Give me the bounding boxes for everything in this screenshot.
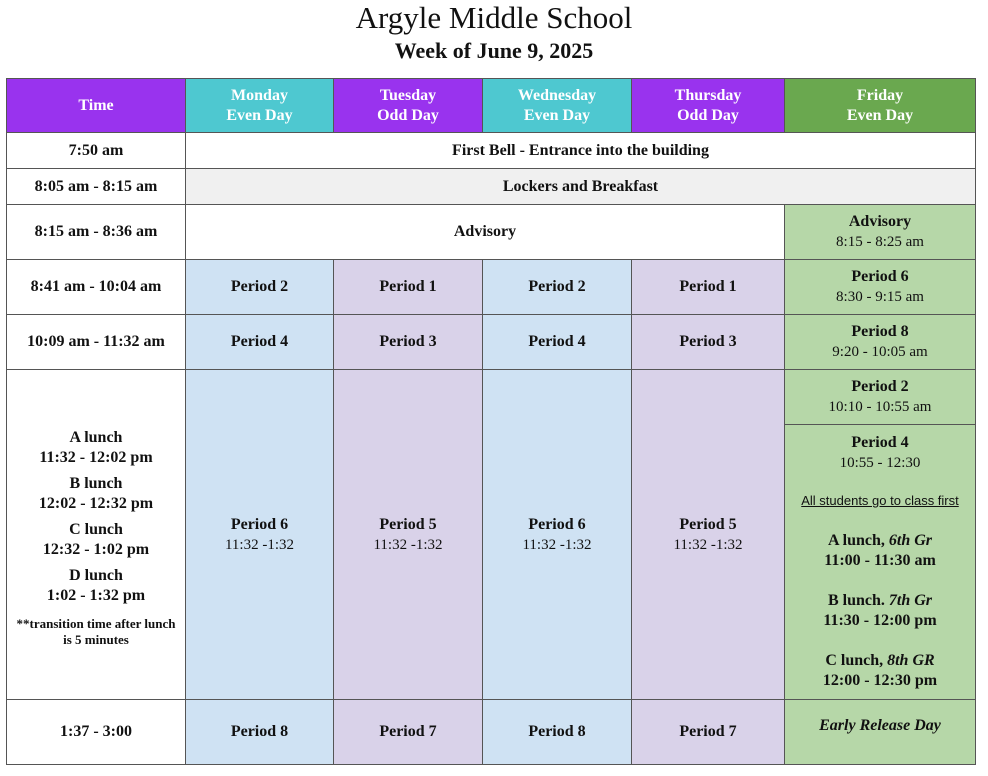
lunch-label: C lunch,	[825, 652, 888, 669]
header-day-type: Even Day	[523, 106, 591, 124]
schedule-cell: Period 4	[483, 315, 632, 370]
schedule-cell: Advisory	[186, 205, 785, 260]
schedule-cell: Period 3	[334, 315, 483, 370]
friday-lunch-b	[789, 591, 971, 611]
lunch-label: A lunch	[69, 428, 123, 446]
period-label: Period 5	[379, 515, 437, 533]
schedule-table	[6, 78, 976, 765]
lunch-time: 11:30 - 12:00 pm	[823, 612, 937, 629]
schedule-cell	[632, 370, 785, 700]
friday-cell	[785, 370, 976, 425]
lunch-label: D lunch	[69, 566, 123, 584]
friday-cell	[785, 260, 976, 315]
friday-time: 10:55 - 12:30	[839, 455, 921, 471]
lunch-label: B lunch	[69, 474, 123, 492]
time-cell: 1:37 - 3:00	[7, 700, 186, 765]
schedule-cell: Period 8	[186, 700, 334, 765]
friday-lunch-c	[789, 651, 971, 671]
lunch-time: 11:32 - 12:02 pm	[39, 448, 153, 466]
lunch-label: C lunch	[69, 520, 123, 538]
schedule-cell: Period 8	[483, 700, 632, 765]
transition-note: **transition time after lunch is 5 minutes	[16, 615, 176, 647]
friday-period: Period 2	[851, 378, 909, 395]
period-time: 11:32 -1:32	[373, 536, 443, 553]
lunch-time-cell	[7, 370, 186, 700]
period-label: Period 6	[230, 515, 289, 533]
schedule-cell	[186, 370, 334, 700]
table-row	[7, 700, 976, 765]
table-row	[7, 260, 976, 315]
header-day-type: Even Day	[226, 106, 293, 124]
period-time: 11:32 -1:32	[673, 536, 743, 553]
lunch-grade: 7th Gr	[888, 592, 933, 609]
friday-period: Period 4	[851, 434, 909, 451]
header-thursday	[632, 79, 785, 133]
lunch-time: 12:32 - 1:02 pm	[42, 540, 150, 558]
page-subtitle: Week of June 9, 2025	[394, 38, 594, 63]
time-cell: 8:41 am - 10:04 am	[7, 260, 186, 315]
friday-cell	[785, 425, 976, 700]
lunch-grade: 8th GR	[887, 652, 935, 669]
friday-time: 8:15 - 8:25 am	[836, 234, 924, 250]
header-day-type: Odd Day	[377, 106, 439, 124]
header-day-type: Even Day	[846, 106, 914, 124]
schedule-cell: First Bell - Entrance into the building	[186, 133, 976, 169]
table-row	[7, 133, 976, 169]
friday-period: Period 6	[851, 268, 909, 285]
schedule-cell: Period 4	[186, 315, 334, 370]
table-row	[7, 205, 976, 260]
time-cell: 8:15 am - 8:36 am	[7, 205, 186, 260]
schedule-cell	[334, 370, 483, 700]
header-tuesday	[334, 79, 483, 133]
friday-note: All students go to class first	[801, 493, 959, 508]
schedule-cell: Period 1	[632, 260, 785, 315]
header-day: Tuesday	[379, 86, 437, 104]
schedule-cell: Period 2	[186, 260, 334, 315]
friday-period: Advisory	[848, 213, 912, 230]
schedule-cell: Period 1	[334, 260, 483, 315]
header-row	[7, 79, 976, 133]
header-day: Friday	[856, 86, 904, 104]
table-row	[7, 315, 976, 370]
friday-time: 9:20 - 10:05 am	[832, 344, 928, 360]
header-day-type: Odd Day	[677, 106, 739, 124]
period-label: Period 5	[679, 515, 737, 533]
lunch-grade: 6th Gr	[888, 532, 933, 549]
header-day: Wednesday	[517, 86, 597, 104]
time-cell: 8:05 am - 8:15 am	[7, 169, 186, 205]
lunch-label: B lunch.	[827, 592, 889, 609]
period-time: 11:32 -1:32	[224, 536, 295, 553]
page-title: Argyle Middle School	[355, 0, 633, 35]
friday-time: 10:10 - 10:55 am	[828, 399, 932, 415]
schedule-cell: Lockers and Breakfast	[186, 169, 976, 205]
header-wednesday	[483, 79, 632, 133]
friday-cell: Early Release Day	[785, 700, 976, 765]
friday-period: Period 8	[851, 323, 909, 340]
friday-cell	[785, 205, 976, 260]
schedule-cell: Period 7	[334, 700, 483, 765]
period-label: Period 6	[528, 515, 586, 533]
friday-time: 8:30 - 9:15 am	[836, 289, 924, 305]
header-day: Monday	[231, 86, 288, 104]
period-time: 11:32 -1:32	[522, 536, 592, 553]
lunch-time: 1:02 - 1:32 pm	[46, 586, 146, 604]
lunch-time: 12:00 - 12:30 pm	[822, 672, 938, 689]
schedule-cell: Period 2	[483, 260, 632, 315]
lunch-time: 11:00 - 11:30 am	[824, 552, 936, 569]
lunch-label: A lunch,	[827, 532, 889, 549]
header-day: Thursday	[674, 86, 742, 104]
friday-lunch-a	[789, 531, 971, 551]
schedule-cell: Period 3	[632, 315, 785, 370]
schedule-cell: Period 7	[632, 700, 785, 765]
time-cell: 10:09 am - 11:32 am	[7, 315, 186, 370]
table-row	[7, 370, 976, 425]
header-monday	[186, 79, 334, 133]
schedule-cell	[483, 370, 632, 700]
header-friday	[785, 79, 976, 133]
time-cell: 7:50 am	[7, 133, 186, 169]
table-row	[7, 169, 976, 205]
header-time: Time	[7, 79, 186, 133]
lunch-time: 12:02 - 12:32 pm	[38, 494, 154, 512]
friday-cell	[785, 315, 976, 370]
